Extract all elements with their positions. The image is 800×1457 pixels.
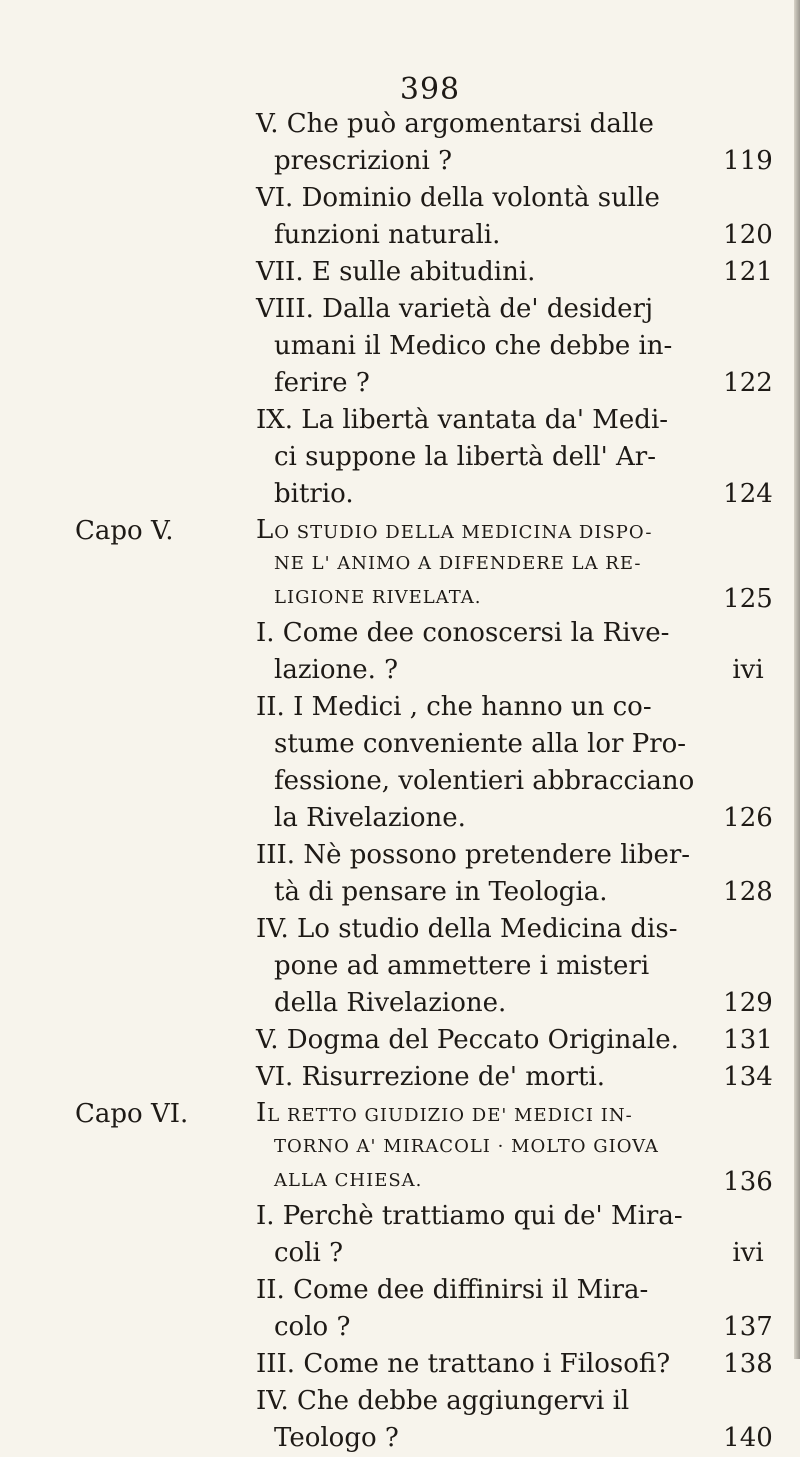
- entry-text: [256, 1059, 704, 1096]
- entry-text: [256, 1022, 704, 1059]
- entry-page-number: 121: [723, 257, 773, 287]
- entry-text: [256, 1346, 704, 1383]
- entry-page-number: 120: [723, 220, 773, 250]
- entry-page-number: 136: [723, 1167, 773, 1197]
- entry-line: coli ?: [274, 1238, 344, 1268]
- chapter-title-rest: L RETTO GIUDIZIO DE' MEDICI IN-: [267, 1105, 633, 1126]
- entry-line: III. Nè possono pretendere liber-: [256, 840, 691, 870]
- entry-line: IV. Che debbe aggiungervi il: [256, 1386, 630, 1416]
- entry-line: bitrio.: [274, 479, 354, 509]
- chapter-title-rest: O STUDIO DELLA MEDICINA DISPO-: [274, 522, 653, 543]
- page-edge: [794, 0, 800, 1359]
- toc-entry: [0, 689, 800, 837]
- chapter-heading: [0, 1096, 800, 1198]
- entry-line: [256, 1096, 704, 1130]
- entry-page-number: 119: [723, 146, 773, 176]
- chapter-heading: [0, 513, 800, 615]
- chapter-initial: I: [256, 1098, 268, 1128]
- entry-line: VI. Risurrezione de' morti.: [256, 1062, 606, 1092]
- entry-line: NE L' ANIMO A DIFENDERE LA RE-: [274, 553, 642, 574]
- entry-page-number: ivi: [732, 655, 764, 685]
- entry-line: ci suppone la libertà dell' Ar-: [274, 442, 657, 472]
- chapter-initial: L: [256, 515, 275, 545]
- entry-line: lazione. ?: [274, 655, 399, 685]
- entry-line: II. I Medici , che hanno un co-: [256, 692, 652, 722]
- entry-line: pone ad ammettere i misteri: [274, 951, 650, 981]
- toc-entry: [0, 1383, 800, 1457]
- entry-line: umani il Medico che debbe in-: [274, 331, 673, 361]
- entry-text: [256, 1383, 704, 1457]
- entry-line: LIGIONE RIVELATA.: [274, 587, 482, 608]
- toc-entry: [0, 254, 800, 291]
- entry-line: I. Perchè trattiamo qui de' Mira-: [256, 1201, 683, 1231]
- entry-text: [256, 837, 704, 911]
- entry-page-number: 138: [723, 1349, 773, 1379]
- entry-page-number: 131: [723, 1025, 773, 1055]
- toc-entry: [0, 1022, 800, 1059]
- entry-line: Teologo ?: [274, 1423, 399, 1453]
- entry-line: I. Come dee conoscersi la Rive-: [256, 618, 670, 648]
- entry-text: [256, 106, 704, 180]
- entry-line: fessione, volentieri abbracciano: [274, 766, 695, 796]
- entry-text: [256, 615, 704, 689]
- entry-text: [256, 513, 704, 615]
- toc-entry: [0, 1272, 800, 1346]
- entry-line: della Rivelazione.: [274, 988, 507, 1018]
- entry-page-number: 125: [723, 584, 773, 614]
- toc-entry: [0, 402, 800, 513]
- entry-line: IV. Lo studio della Medicina dis-: [256, 914, 678, 944]
- entry-line: [256, 513, 704, 547]
- toc-entry: [0, 911, 800, 1022]
- toc-entry: [0, 291, 800, 402]
- entry-page-number: ivi: [732, 1238, 764, 1268]
- entry-page-number: 129: [723, 988, 773, 1018]
- entry-text: [256, 1096, 704, 1198]
- entry-line: ferire ?: [274, 368, 370, 398]
- toc-entry: [0, 1198, 800, 1272]
- entry-line: TORNO A' MIRACOLI · MOLTO GIOVA: [274, 1136, 659, 1157]
- entry-line: VI. Dominio della volontà sulle: [256, 183, 660, 213]
- entry-line: III. Come ne trattano i Filosofi?: [256, 1349, 671, 1379]
- entry-line: ALLA CHIESA.: [274, 1170, 423, 1191]
- entry-line: stume conveniente alla lor Pro-: [274, 729, 687, 759]
- toc-entry: [0, 180, 800, 254]
- chapter-label: Capo VI.: [75, 1099, 189, 1129]
- toc-entry: [0, 1346, 800, 1383]
- toc-entry: [0, 106, 800, 180]
- entry-text: [256, 911, 704, 1022]
- entry-line: V. Che può argomentarsi dalle: [256, 109, 654, 139]
- entry-page-number: 134: [723, 1062, 773, 1092]
- entry-line: VII. E sulle abitudini.: [256, 257, 536, 287]
- entry-text: [256, 180, 704, 254]
- entry-text: [256, 689, 704, 837]
- entry-page-number: 122: [723, 368, 773, 398]
- entry-line: tà di pensare in Teologia.: [274, 877, 608, 907]
- entry-page-number: 128: [723, 877, 773, 907]
- entry-line: funzioni naturali.: [274, 220, 501, 250]
- toc-entry: [0, 837, 800, 911]
- entry-line: IX. La libertà vantata da' Medi-: [256, 405, 669, 435]
- entry-line: V. Dogma del Peccato Originale.: [256, 1025, 679, 1055]
- entry-page-number: 137: [723, 1312, 773, 1342]
- entry-text: [256, 291, 704, 402]
- entry-page-number: 126: [723, 803, 773, 833]
- entry-text: [256, 402, 704, 513]
- entry-line: la Rivelazione.: [274, 803, 466, 833]
- entry-page-number: 140: [723, 1423, 773, 1453]
- entry-line: II. Come dee diffinirsi il Mira-: [256, 1275, 649, 1305]
- entry-text: [256, 1198, 704, 1272]
- entry-line: VIII. Dalla varietà de' desiderj: [256, 294, 654, 324]
- entry-page-number: 124: [723, 479, 773, 509]
- entry-line: prescrizioni ?: [274, 146, 453, 176]
- entry-text: [256, 254, 704, 291]
- entry-line: colo ?: [274, 1312, 351, 1342]
- toc-entry: [0, 1059, 800, 1096]
- entry-text: [256, 1272, 704, 1346]
- page-number: 398: [399, 72, 461, 107]
- toc-entry: [0, 615, 800, 689]
- chapter-label: Capo V.: [75, 516, 174, 546]
